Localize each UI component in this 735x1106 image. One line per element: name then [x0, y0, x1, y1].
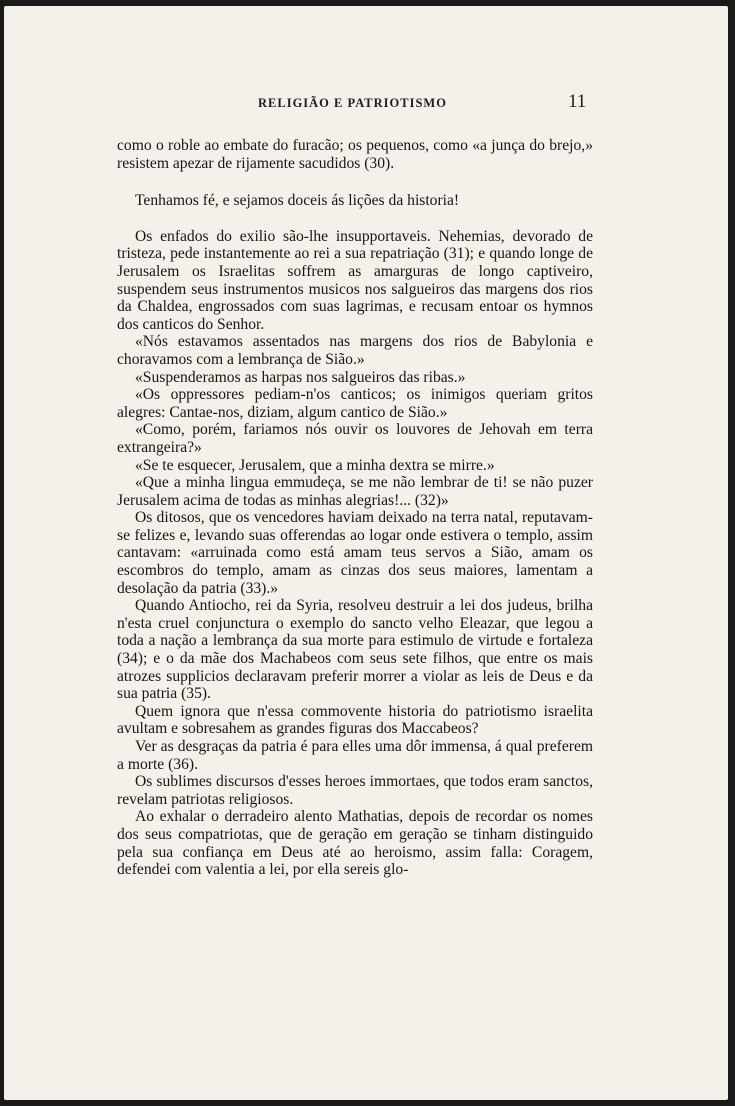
- paragraph: como o roble ao embate do furacão; os pequenos, como «a junça do brejo,» resistem apezar de rijamente sacudidos (30).: [117, 137, 593, 172]
- paragraph: Quem ignora que n'essa commovente historia do patriotismo israelita avultam e sobresahem as grandes figuras dos Maccabeos?: [117, 702, 593, 738]
- paragraph: Ao exhalar o derradeiro alento Mathatias, depois de recordar os nomes dos seus compatriotas, que de geração em geração se tinham distinguido pela sua confiança em Deus até ao heroismo, assim falla: Coragem, defendei com valentia a lei, por ella sereis glo-: [117, 808, 593, 879]
- paragraph: «Como, porém, fariamos nós ouvir os louvores de Jehovah em terra extrangeira?»: [117, 421, 593, 456]
- paragraph: Os ditosos, que os vencedores haviam deixado na terra natal, reputavam-se felizes e, levando suas offerendas ao logar onde estivera o templo, assim cantavam: «arruinada como está amam teus servos a Sião, amam os escombros do templo, amam as cinzas dos seus maiores, lamentam a desolação da patria (33).»: [117, 509, 593, 597]
- paragraph: Os enfados do exilio são-lhe insupportaveis. Nehemias, devorado de tristeza, pede instantemente ao rei a sua repatriação (31); e quando longe de Jerusalem os Israelitas soffrem as amarguras de longo captiveiro, suspendem seus instrumentos musicos nos salgueiros das margens dos rios da Chaldea, engrossados com suas lagrimas, e recusam entoar os hymnos dos canticos do Senhor.: [117, 227, 593, 333]
- paragraph: «Suspenderamos as harpas nos salgueiros das ribas.»: [135, 368, 466, 386]
- page-number: 11: [568, 91, 587, 112]
- body-text: [117, 137, 593, 879]
- paragraph: «Que a minha lingua emmudeça, se me não lembrar de ti! se não puzer Jerusalem acima de todas as minhas alegrias!... (32)»: [117, 474, 593, 509]
- paragraph: Ver as desgraças da patria é para elles uma dôr immensa, á qual preferem a morte (36).: [117, 738, 593, 773]
- paragraph: Tenhamos fé, e sejamos doceis ás lições da historia!: [135, 192, 460, 210]
- book-page: [4, 6, 728, 1100]
- paragraph: Quando Antiocho, rei da Syria, resolveu destruir a lei dos judeus, brilha n'esta cruel conjunctura o exemplo do sancto velho Eleazar, que legou a toda a nação a lembrança da sua morte para estimulo de virtude e fortaleza (34); e o da mãe dos Machabeos com seus sete filhos, que entre os mais atrozes supplicios declaravam preferir morrer a violar as leis de Deus e da sua patria (35).: [117, 597, 593, 703]
- paragraph: «Nós estavamos assentados nas margens dos rios de Babylonia e choravamos com a lembrança de Sião.»: [117, 333, 593, 368]
- paragraph: «Se te esquecer, Jerusalem, que a minha dextra se mirre.»: [135, 456, 495, 474]
- paragraph: Os sublimes discursos d'esses heroes immortaes, que todos eram sanctos, revelam patriotas religiosos.: [117, 773, 593, 808]
- paragraph: «Os oppressores pediam-n'os canticos; os inimigos queriam gritos alegres: Cantae-nos, diziam, algum cantico de Sião.»: [117, 386, 593, 421]
- running-title: RELIGIÃO E PATRIOTISMO: [258, 96, 447, 110]
